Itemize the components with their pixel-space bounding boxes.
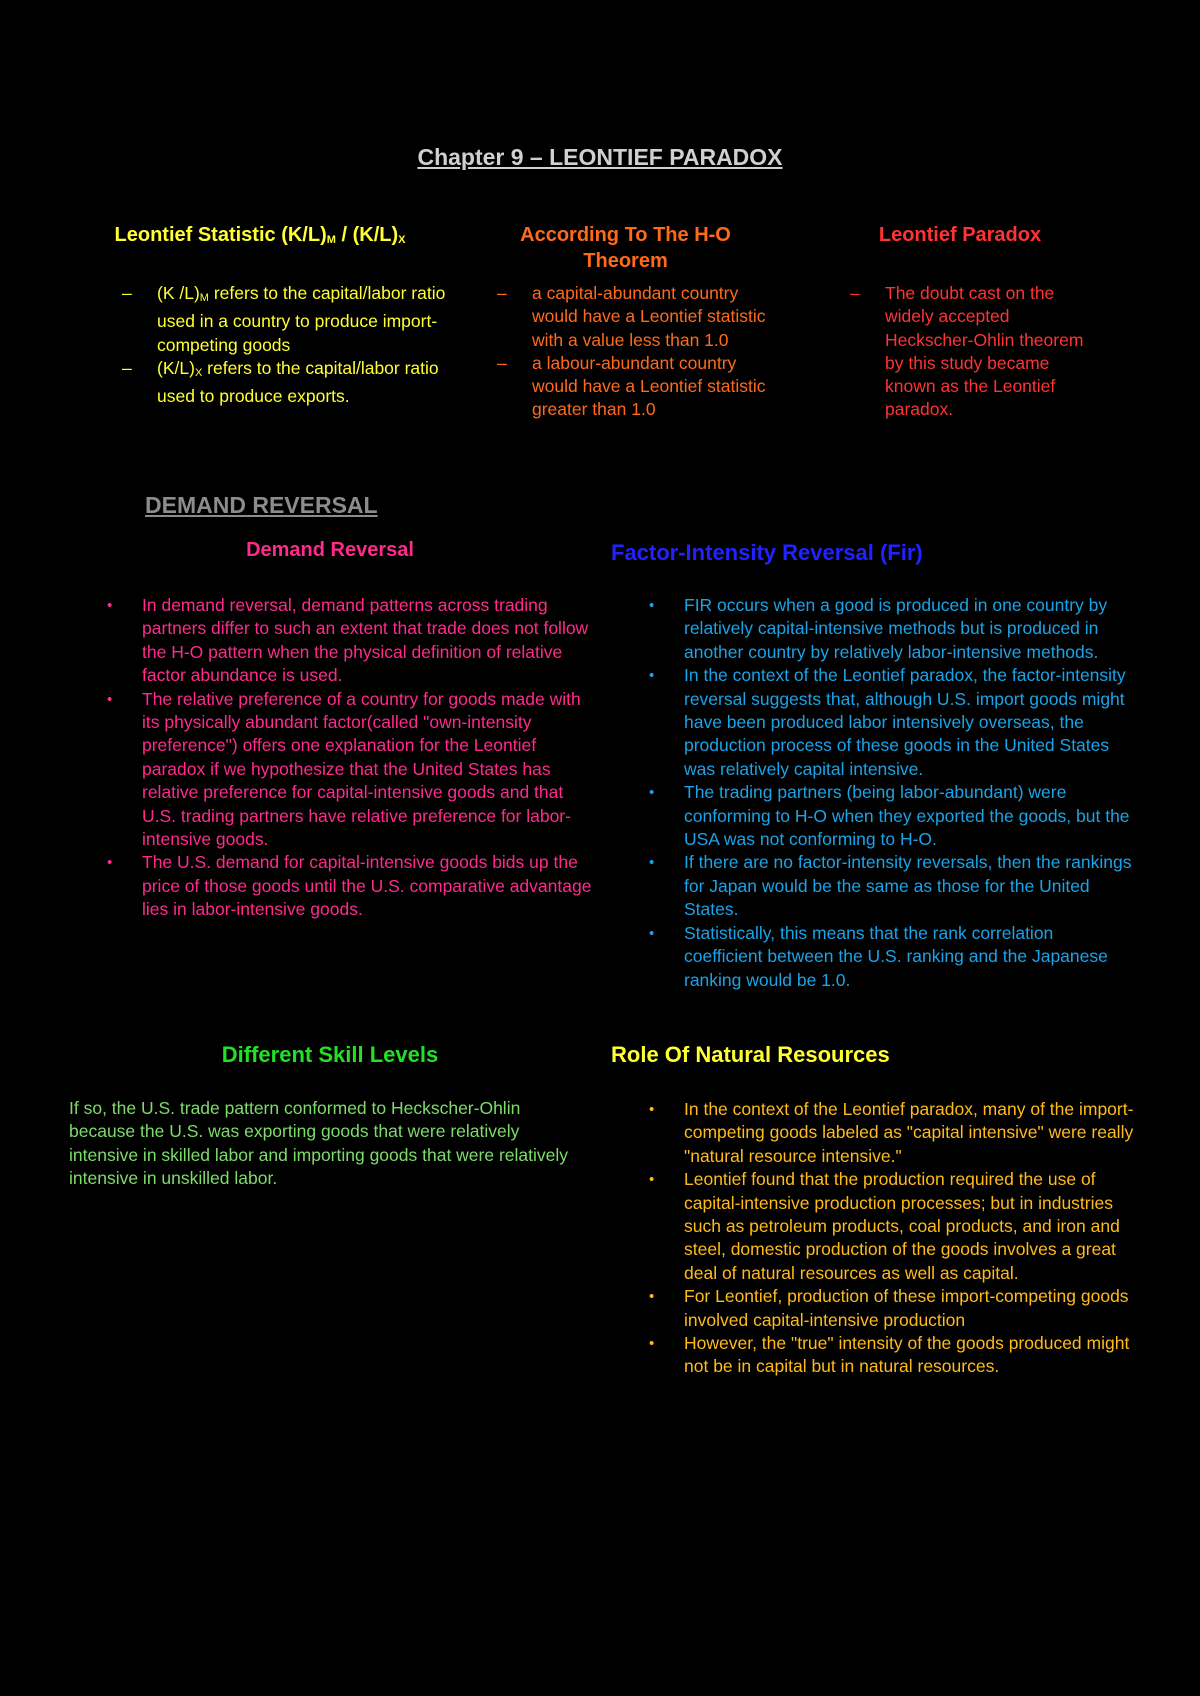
list-item: • The trading partners (being labor-abundant) were conforming to H-O when they exported the goods, but the USA was not conforming to H-O.	[649, 782, 1130, 850]
leontief-paradox-list	[850, 282, 1090, 422]
list-item: – a labour-abundant country would have a Leontief statistic greater than 1.0	[497, 352, 766, 420]
fir-list	[646, 594, 1136, 992]
leontief-paradox-heading: Leontief Paradox	[878, 224, 1042, 246]
list-item: • Statistically, this means that the rank correlation coefficient between the U.S. ranking and the Japanese ranking would be 1.0.	[649, 922, 1108, 990]
list-item: – The doubt cast on the widely accepted Heckscher-Ohlin theorem by this study became known as the Leontief paradox.	[850, 283, 1084, 420]
section-title: DEMAND REVERSAL	[145, 492, 378, 518]
list-item: – a capital-abundant country would have a Leontief statistic with a value less than 1.0	[497, 283, 766, 350]
list-item: • However, the "true" intensity of the goods produced might not be in capital but in natural resources.	[649, 1333, 1130, 1377]
list-item: • For Leontief, production of these import-competing goods involved capital-intensive production	[649, 1286, 1129, 1330]
list-item: • In demand reversal, demand patterns across trading partners differ to such an extent that trade does not follow the H-O pattern when the physical definition of relative factor abundance is used.	[107, 595, 589, 686]
demand-reversal-heading: Demand Reversal	[246, 539, 414, 561]
list-item: • The U.S. demand for capital-intensive goods bids up the price of those goods until the U.S. comparative advantage lies in labor-intensive goods.	[107, 852, 592, 920]
skill-levels-heading: Different Skill Levels	[221, 1042, 439, 1067]
list-item: – $(K/L)_X$ refers to the capital/labor ratio used to produce exports.	[122, 357, 439, 407]
list-item: • If there are no factor-intensity reversals, then the rankings for Japan would be the same as those for the United States.	[649, 852, 1132, 920]
list-item: • Leontief found that the production required the use of capital-intensive production processes; but in industries such as petroleum products, coal products, and iron and steel, domestic production of the goods involves a great deal of natural resources as well as capital.	[649, 1169, 1120, 1283]
page-title: Chapter 9 – LEONTIEF PARADOX	[417, 144, 783, 170]
leontief-statistic-heading: Leontief Statistic $(K/L)_M / (K/L)_X$	[114, 224, 406, 246]
ho-theorem-list	[497, 282, 782, 422]
ho-theorem-heading: According To The H-O Theorem	[520, 224, 731, 272]
list-item: • In the context of the Leontief paradox, many of the import-competing goods labeled as "capital intensive" were really "natural resource intensive."	[649, 1099, 1134, 1166]
list-item: • FIR occurs when a good is produced in one country by relatively capital-intensive methods but is produced in another country by relatively labor-intensive methods.	[649, 595, 1108, 662]
skill-levels-paragraph: If so, the U.S. trade pattern conformed to Heckscher-Ohlin because the U.S. was exporting goods that were relatively intensive in skilled labor and importing goods that were relatively intensive in unskilled labor.	[69, 1098, 569, 1189]
natural-resources-heading: Role Of Natural Resources	[611, 1042, 890, 1067]
demand-reversal-list	[104, 594, 594, 922]
fir-heading: Factor-Intensity Reversal (Fir)	[611, 540, 923, 565]
list-item: • In the context of the Leontief paradox, the factor-intensity reversal suggests that, although U.S. import goods might have been produced labor intensively overseas, the production process of these goods in the United States was relatively capital intensive.	[649, 665, 1126, 779]
leontief-statistic-list	[122, 282, 447, 408]
list-item: – (K $/L)_M$ refers to the capital/labor ratio used in a country to produce import-competing goods	[122, 283, 446, 355]
list-item: • The relative preference of a country for goods made with its physically abundant factor(called "own-intensity preference") offers one explanation for the Leontief paradox if we hypothesize that the United States has relative preference for capital-intensive goods and that U.S. trading partners have relative preference for labor-intensive goods.	[107, 688, 581, 850]
natural-resources-list	[646, 1098, 1136, 1379]
